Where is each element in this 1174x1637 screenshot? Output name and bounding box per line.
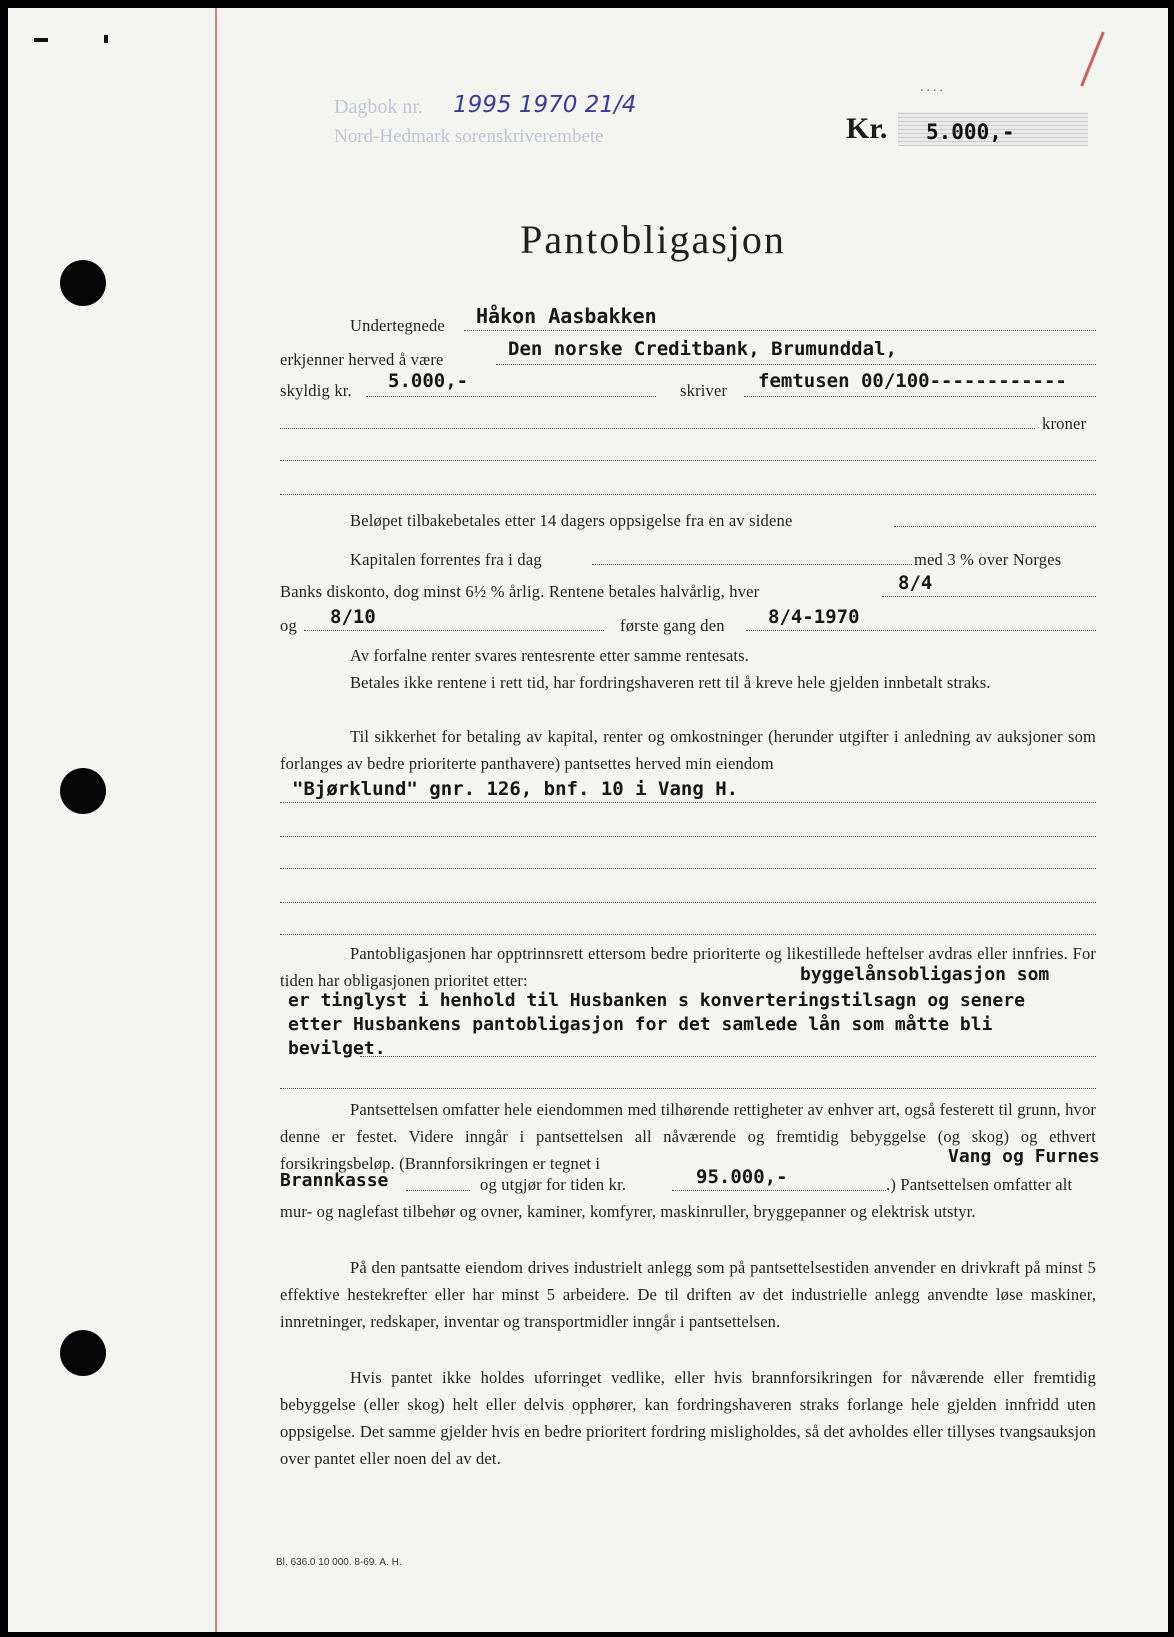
insurer-line-1: Vang og Furnes (948, 1146, 1100, 1167)
dotted-line (280, 868, 1096, 869)
dotted-line (746, 630, 1096, 631)
terms-line-1: Beløpet tilbakebetales etter 14 dagers oppsigelse fra en av sidene (350, 511, 793, 530)
paragraph-text: Betales ikke rentene i rett tid, har fordringshaveren rett til å kreve hele gjelden innbetalt straks. (350, 673, 991, 692)
og-label: og (280, 616, 297, 635)
dotted-line (744, 396, 1096, 397)
paragraph-text: mur- og naglefast tilbehør og ovner, kaminer, komfyrer, maskinruller, bryggepanner og elektrisk utstyr. (280, 1202, 976, 1221)
pencil-mark-icon (1080, 32, 1105, 87)
punch-hole-icon (60, 1330, 106, 1376)
dotted-line (280, 494, 1096, 495)
dotted-line (280, 1088, 1096, 1089)
paragraph-security (280, 723, 1096, 777)
decorative-dots: .... (920, 80, 946, 95)
kapital-label: Kapitalen forrentes fra i dag (350, 550, 542, 569)
paragraph-industrial (280, 1254, 1096, 1335)
dotted-line (280, 902, 1096, 903)
paragraph-text: Av forfalne renter svares rentesrente etter samme rentesats. (350, 646, 750, 665)
dotted-line (280, 934, 1096, 935)
property-value: "Bjørklund" gnr. 126, bnf. 10 i Vang H. (292, 778, 739, 800)
forste-label: første gang den (620, 616, 725, 635)
paragraph-text: På den pantsatte eiendom drives industrielt anlegg som på pantsettelsestiden anvender en drivkraft på minst 5 effektive hestekrefter eller har minst 5 arbeidere. De til driften av det industrielle anlegg anvendte løse maskiner, innretninger, redskaper, inventar og transportmidler inngår i pantsettelsen. (280, 1258, 1096, 1331)
stamp-line-2: Nord-Hedmark sorenskriverembete (334, 126, 604, 147)
dotted-line (592, 564, 912, 565)
priority-typed-1: byggelånsobligasjon som (800, 964, 1050, 985)
journal-number: 1995 1970 21/4 (453, 92, 637, 118)
og-value: 8/10 (330, 606, 376, 628)
skriver-label: skriver (680, 381, 728, 400)
dotted-line (304, 630, 604, 631)
insurer-line-2: Brannkasse (280, 1170, 389, 1191)
dotted-line (280, 460, 1096, 461)
dotted-line (280, 836, 1096, 837)
banks-label: Banks diskonto, dog minst 6½ % årlig. Rentene betales halvårlig, hver (280, 582, 760, 601)
skyldig-label: skyldig kr. (280, 381, 352, 400)
kr-label: Kr. (846, 112, 888, 145)
dotted-line (280, 802, 1096, 803)
dotted-line (496, 364, 1096, 365)
kroner-label: kroner (1042, 414, 1087, 433)
paragraph-default (280, 1364, 1096, 1472)
priority-typed-3: etter Husbankens pantobligasjon for det samlede lån som måtte bli (288, 1014, 993, 1035)
insurance-mid-label: og utgjør for tiden kr. (480, 1175, 627, 1194)
document-title: Pantobligasjon (520, 217, 786, 262)
scan-mark (34, 38, 48, 42)
punch-hole-icon (60, 768, 106, 814)
forste-value: 8/4-1970 (768, 606, 860, 628)
kapital-suffix: med 3 % over Norges (914, 550, 1062, 569)
paragraph-interest (280, 642, 1096, 669)
form-footer: Bl. 636.0 10 000. 8-69. A. H. (276, 1557, 402, 1568)
dotted-line (406, 1190, 470, 1191)
paragraph-text: Pantobligasjonen har opptrinnsrett ettersom bedre prioriterte og likestillede heftelser avdras eller innfries. For tiden har obligasjonen prioritet etter: (280, 944, 1096, 990)
insurance-value: 95.000,- (696, 1166, 788, 1188)
paragraph-text: Pantsettelsen omfatter hele eiendommen med tilhørende rettigheter av enhver art, også festerett til grunn, hvor denne er festet. Videre inngår i pantsettelsen all nåværende og fremtidig bebyggelse (og skog) og ethvert forsikringsbeløp. (Brannforsikringen er tegnet i (280, 1100, 1096, 1173)
stamp-line-1: Dagbok nr. (334, 96, 423, 118)
document-page (8, 8, 1168, 1632)
dotted-line (882, 596, 1096, 597)
erkjenner-value: Den norske Creditbank, Brumunddal, (508, 338, 897, 360)
priority-typed-4: bevilget. (288, 1038, 386, 1059)
dotted-line (360, 1056, 1096, 1057)
paragraph-fixtures (280, 1198, 1096, 1225)
paragraph-text: Til sikkerhet for betaling av kapital, renter og omkostninger (herunder utgifter i anledning av auksjoner som forlanges av bedre prioriterte panthavere) pantsettes herved min eiendom (280, 727, 1096, 773)
paragraph-late (280, 669, 1096, 696)
undertegnede-value: Håkon Aasbakken (476, 304, 657, 328)
dotted-line (894, 526, 1096, 527)
priority-typed-2: er tinglyst i henhold til Husbanken s konverteringstilsagn og senere (288, 990, 1025, 1011)
paragraph-text: Hvis pantet ikke holdes uforringet vedlike, eller hvis brannforsikringen for nåværende eller fremtidig bebyggelse (eller skog) helt eller delvis opphører, kan fordringshaveren straks forlange hele gjelden innfridd uten oppsigelse. Det samme gjelder hvis en bedre prioritert fordring misligholdes, så det avholdes eller tillyses tvangsauksjon over pantet eller noen del av det. (280, 1368, 1096, 1468)
dotted-line (280, 428, 1035, 429)
insurance-end-label: .) Pantsettelsen omfatter alt (886, 1175, 1073, 1194)
dotted-line (366, 396, 656, 397)
undertegnede-label: Undertegnede (350, 316, 445, 335)
dotted-line (672, 1190, 886, 1191)
dotted-line (464, 330, 1096, 331)
amount-value: 5.000,- (926, 120, 1015, 144)
skyldig-value: 5.000,- (388, 370, 469, 392)
erkjenner-label: erkjenner herved å være (280, 350, 444, 369)
hver-value: 8/4 (898, 572, 933, 594)
scan-mark (104, 35, 108, 43)
punch-hole-icon (60, 260, 106, 306)
skriver-value: femtusen 00/100------------ (758, 370, 1067, 392)
